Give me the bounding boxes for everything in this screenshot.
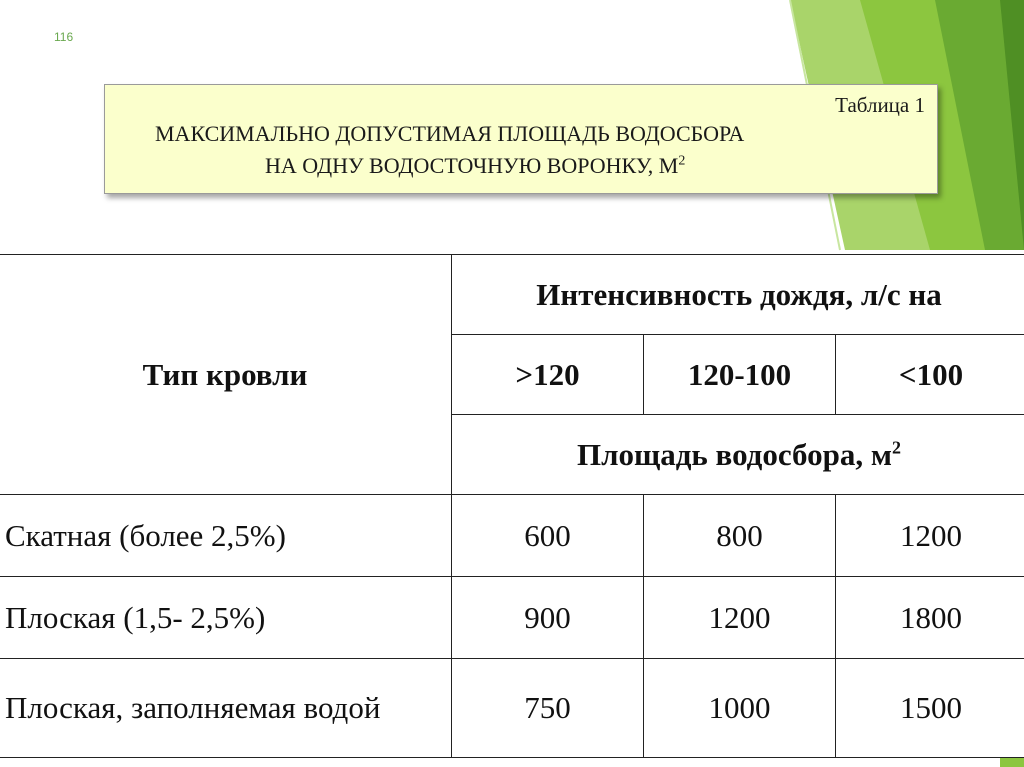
header-roof-type: Тип кровли bbox=[0, 255, 452, 495]
row-roof-type: Скатная (более 2,5%) bbox=[0, 495, 452, 577]
row-roof-type: Плоская (1,5- 2,5%) bbox=[0, 577, 452, 659]
row-value: 1200 bbox=[644, 577, 836, 659]
slide-number: 116 bbox=[54, 30, 74, 44]
row-value: 1200 bbox=[836, 495, 1024, 577]
row-roof-type: Плоская, заполняемая водой bbox=[0, 659, 452, 758]
row-value: 750 bbox=[452, 659, 644, 758]
caption-title-line1: МАКСИМАЛЬНО ДОПУСТИМАЯ ПЛОЩАДЬ ВОДОСБОРА bbox=[155, 121, 745, 146]
drainage-area-table bbox=[0, 254, 1024, 758]
header-area bbox=[452, 415, 1024, 495]
header-range-1: >120 bbox=[452, 335, 644, 415]
header-area-text: Площадь водосбора, м bbox=[577, 436, 892, 472]
table-caption-box bbox=[104, 84, 938, 194]
table-row bbox=[0, 495, 1024, 577]
caption-title-superscript: 2 bbox=[678, 153, 686, 169]
header-range-3: <100 bbox=[836, 335, 1024, 415]
table-row bbox=[0, 659, 1024, 758]
row-value: 1000 bbox=[644, 659, 836, 758]
row-value: 600 bbox=[452, 495, 644, 577]
row-value: 900 bbox=[452, 577, 644, 659]
header-area-superscript: 2 bbox=[891, 437, 901, 458]
caption-title-line2 bbox=[265, 153, 685, 179]
header-row-intensity bbox=[0, 255, 1024, 335]
table-row bbox=[0, 577, 1024, 659]
header-intensity: Интенсивность дождя, л/с на bbox=[452, 255, 1024, 335]
caption-title-line2-text: НА ОДНУ ВОДОСТОЧНУЮ ВОРОНКУ, М bbox=[265, 153, 679, 178]
row-value: 1500 bbox=[836, 659, 1024, 758]
row-value: 800 bbox=[644, 495, 836, 577]
header-range-2: 120-100 bbox=[644, 335, 836, 415]
table-number: Таблица 1 bbox=[835, 93, 925, 117]
row-value: 1800 bbox=[836, 577, 1024, 659]
